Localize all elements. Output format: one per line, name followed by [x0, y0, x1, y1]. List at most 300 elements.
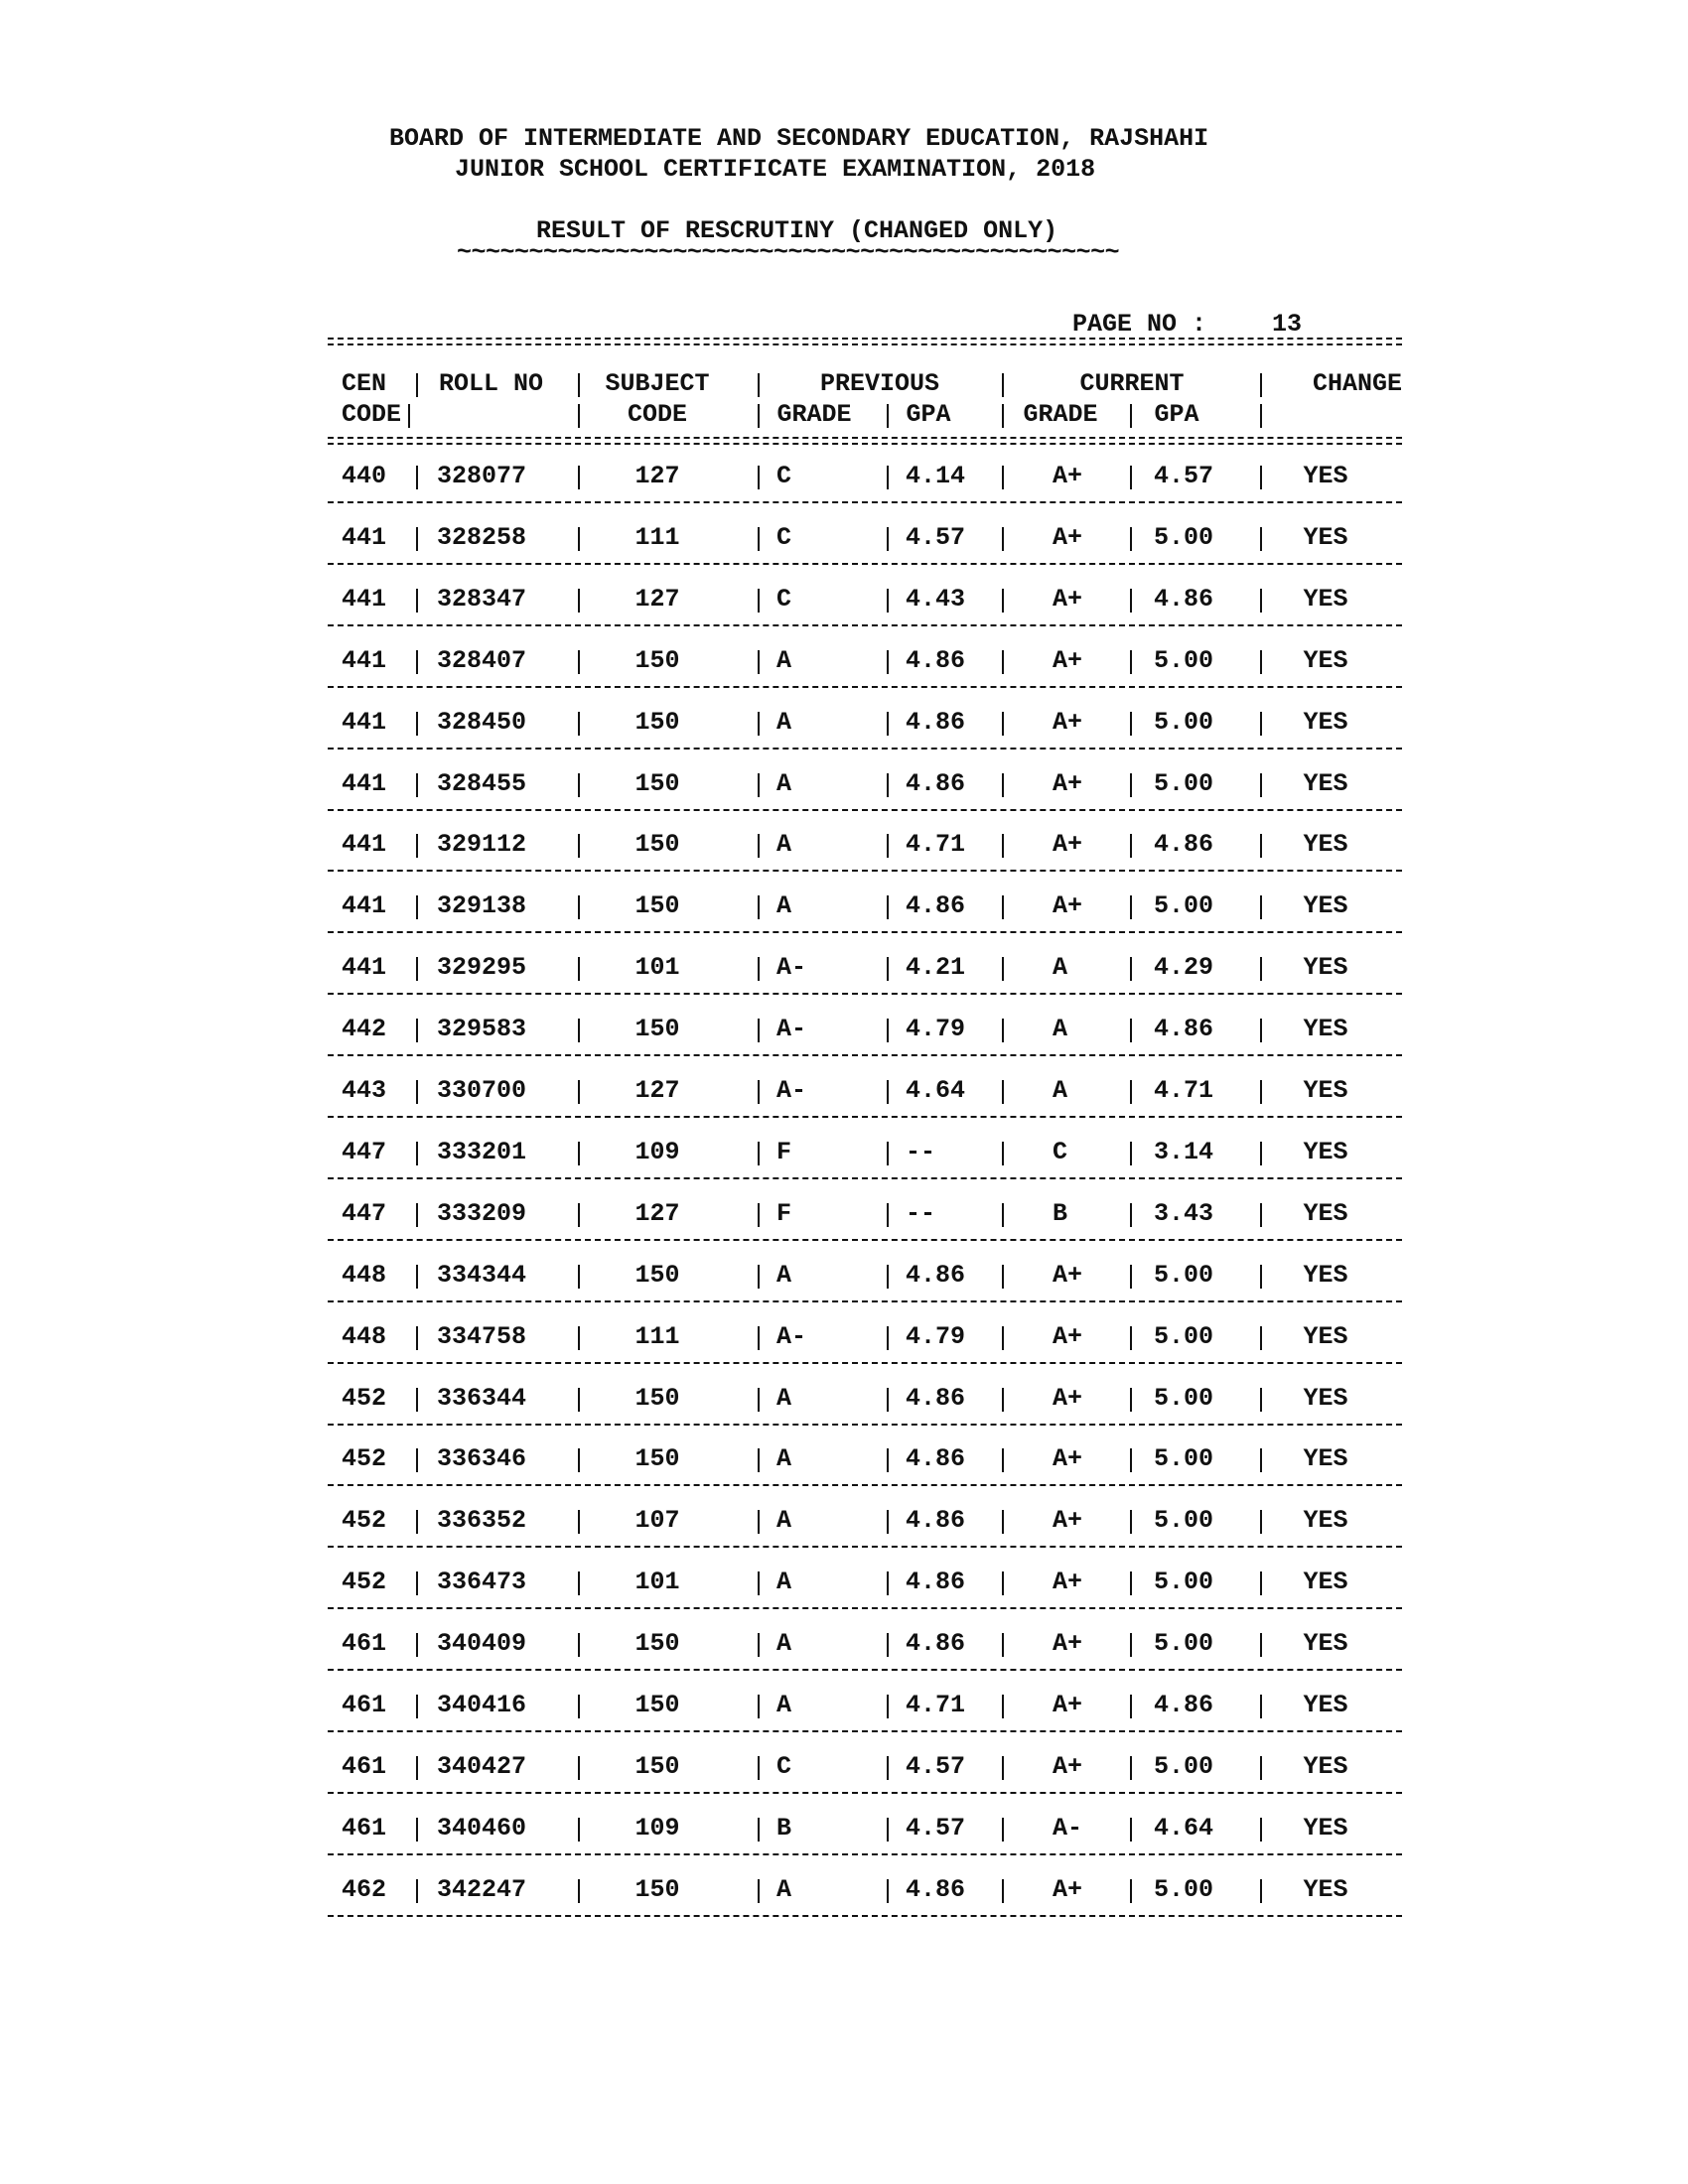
column-separator — [758, 1633, 760, 1657]
row-divider — [328, 624, 1402, 626]
cell-subject-code: 101 — [634, 1568, 680, 1597]
cell-prev-gpa: 4.57 — [906, 1751, 966, 1781]
column-separator — [1260, 1142, 1262, 1165]
col-header-cen-code: CODE — [342, 400, 402, 429]
cell-cur-grade: A+ — [1053, 891, 1083, 921]
cell-prev-grade: A — [776, 1691, 792, 1719]
cell-cen-code: 441 — [342, 891, 387, 921]
column-separator — [758, 1265, 760, 1289]
cell-roll-no: 340416 — [437, 1691, 527, 1719]
cell-change: YES — [1303, 1015, 1348, 1044]
row-divider — [328, 1054, 1402, 1056]
column-separator — [416, 650, 418, 674]
cell-cur-gpa: 4.71 — [1154, 1076, 1214, 1105]
cell-change: YES — [1303, 645, 1348, 675]
column-separator — [578, 1142, 580, 1165]
cell-prev-gpa: 4.43 — [906, 584, 966, 614]
column-separator — [1002, 957, 1004, 981]
row-divider — [328, 1669, 1402, 1671]
cell-cur-gpa: 4.86 — [1154, 830, 1214, 860]
column-separator — [1002, 1019, 1004, 1042]
cell-cen-code: 448 — [342, 1321, 387, 1351]
cell-change: YES — [1303, 891, 1348, 921]
column-separator — [1002, 895, 1004, 919]
column-separator — [1260, 712, 1262, 736]
col-header-cen: CEN — [342, 369, 387, 398]
column-separator — [1130, 1265, 1132, 1289]
column-separator — [1002, 712, 1004, 736]
col-header-change: CHANGE — [1312, 369, 1402, 398]
cell-roll-no: 328077 — [437, 462, 527, 490]
column-separator — [887, 650, 889, 674]
row-divider — [328, 1362, 1402, 1364]
column-separator — [1002, 1265, 1004, 1289]
column-separator — [887, 1326, 889, 1350]
column-separator — [416, 1633, 418, 1657]
column-separator — [1002, 1756, 1004, 1780]
cell-cur-gpa: 5.00 — [1154, 768, 1214, 798]
column-separator — [758, 1326, 760, 1350]
cell-cen-code: 448 — [342, 1260, 387, 1290]
cell-change: YES — [1303, 1568, 1348, 1597]
cell-roll-no: 328407 — [437, 645, 527, 675]
column-separator — [1260, 1326, 1262, 1350]
column-separator — [416, 957, 418, 981]
column-separator — [416, 834, 418, 858]
column-separator — [1002, 1695, 1004, 1718]
cell-cen-code: 447 — [342, 1198, 387, 1228]
column-separator — [578, 1571, 580, 1595]
cell-roll-no: 329583 — [437, 1015, 527, 1044]
cell-cen-code: 447 — [342, 1137, 387, 1166]
cell-prev-grade: A — [776, 645, 792, 675]
header-separator — [408, 404, 410, 428]
cell-subject-code: 150 — [634, 1629, 680, 1659]
cell-cur-grade: A+ — [1053, 1751, 1083, 1781]
column-separator — [1130, 1571, 1132, 1595]
cell-cur-gpa: 5.00 — [1154, 1321, 1214, 1351]
cell-cen-code: 441 — [342, 830, 387, 860]
cell-cur-gpa: 4.86 — [1154, 1691, 1214, 1719]
cell-cen-code: 452 — [342, 1383, 387, 1413]
cell-roll-no: 336352 — [437, 1506, 527, 1536]
cell-prev-gpa: 4.86 — [906, 1260, 966, 1290]
column-separator — [578, 1510, 580, 1534]
column-separator — [758, 589, 760, 613]
column-separator — [416, 1019, 418, 1042]
column-separator — [578, 1203, 580, 1227]
cell-prev-grade: A- — [776, 953, 807, 983]
column-separator — [1260, 1756, 1262, 1780]
column-separator — [1130, 895, 1132, 919]
cell-prev-gpa: -- — [906, 1137, 936, 1166]
cell-subject-code: 150 — [634, 645, 680, 675]
cell-subject-code: 150 — [634, 707, 680, 737]
cell-change: YES — [1303, 1629, 1348, 1659]
column-separator — [578, 1265, 580, 1289]
cell-subject-code: 109 — [634, 1813, 680, 1843]
cell-cur-grade: C — [1053, 1137, 1068, 1166]
cell-prev-grade: A — [776, 891, 792, 921]
col-header-subject-code: CODE — [627, 400, 687, 429]
column-separator — [1002, 466, 1004, 489]
column-separator — [758, 1571, 760, 1595]
cell-subject-code: 127 — [634, 462, 680, 490]
header-separator — [758, 404, 760, 428]
column-separator — [1130, 834, 1132, 858]
column-separator — [578, 1019, 580, 1042]
cell-subject-code: 127 — [634, 1076, 680, 1105]
column-separator — [887, 773, 889, 797]
column-separator — [416, 589, 418, 613]
cell-cur-gpa: 4.86 — [1154, 1015, 1214, 1044]
board-title: BOARD OF INTERMEDIATE AND SECONDARY EDUCATION, RAJSHAHI — [389, 124, 1209, 153]
cell-cur-gpa: 4.64 — [1154, 1813, 1214, 1843]
cell-roll-no: 333209 — [437, 1198, 527, 1228]
cell-prev-grade: A — [776, 1383, 792, 1413]
cell-change: YES — [1303, 707, 1348, 737]
cell-prev-gpa: 4.21 — [906, 953, 966, 983]
cell-prev-gpa: 4.86 — [906, 891, 966, 921]
column-separator — [416, 1695, 418, 1718]
column-separator — [1260, 1388, 1262, 1412]
cell-change: YES — [1303, 1076, 1348, 1105]
cell-prev-gpa: 4.71 — [906, 1691, 966, 1719]
cell-change: YES — [1303, 1874, 1348, 1904]
cell-change: YES — [1303, 584, 1348, 614]
cell-subject-code: 150 — [634, 1383, 680, 1413]
column-separator — [758, 527, 760, 551]
cell-cur-grade: A+ — [1053, 1260, 1083, 1290]
cell-change: YES — [1303, 1260, 1348, 1290]
page-number-value: 13 — [1272, 310, 1303, 339]
column-separator — [578, 1633, 580, 1657]
row-divider — [328, 993, 1402, 995]
cell-prev-grade: C — [776, 584, 792, 614]
column-separator — [416, 712, 418, 736]
cell-cur-grade: A+ — [1053, 522, 1083, 552]
header-top-rule — [328, 338, 1402, 345]
column-separator — [1130, 773, 1132, 797]
column-separator — [1260, 466, 1262, 489]
column-separator — [1002, 527, 1004, 551]
column-separator — [887, 1818, 889, 1842]
column-separator — [1002, 650, 1004, 674]
column-separator — [887, 1695, 889, 1718]
cell-prev-gpa: 4.64 — [906, 1076, 966, 1105]
column-separator — [1260, 589, 1262, 613]
column-separator — [887, 1080, 889, 1104]
cell-cur-gpa: 5.00 — [1154, 1506, 1214, 1536]
cell-cen-code: 452 — [342, 1506, 387, 1536]
cell-prev-grade: F — [776, 1198, 792, 1228]
cell-cur-gpa: 5.00 — [1154, 1444, 1214, 1474]
cell-subject-code: 109 — [634, 1137, 680, 1166]
column-separator — [416, 466, 418, 489]
cell-subject-code: 150 — [634, 830, 680, 860]
cell-prev-grade: A — [776, 1629, 792, 1659]
row-divider — [328, 809, 1402, 811]
cell-cen-code: 441 — [342, 707, 387, 737]
row-divider — [328, 1116, 1402, 1118]
header-separator — [416, 373, 418, 397]
column-separator — [1260, 773, 1262, 797]
col-header-current: CURRENT — [1079, 369, 1185, 398]
cell-prev-grade: A — [776, 1506, 792, 1536]
column-separator — [887, 1019, 889, 1042]
column-separator — [758, 1142, 760, 1165]
column-separator — [1260, 1818, 1262, 1842]
column-separator — [758, 466, 760, 489]
header-separator — [1260, 373, 1262, 397]
cell-subject-code: 150 — [634, 1751, 680, 1781]
cell-cen-code: 452 — [342, 1568, 387, 1597]
cell-cur-grade: A+ — [1053, 462, 1083, 490]
column-separator — [1260, 1633, 1262, 1657]
cell-cur-grade: A+ — [1053, 707, 1083, 737]
cell-prev-grade: A — [776, 1568, 792, 1597]
cell-subject-code: 127 — [634, 1198, 680, 1228]
column-separator — [416, 773, 418, 797]
column-separator — [758, 1510, 760, 1534]
column-separator — [887, 1756, 889, 1780]
column-separator — [1002, 1203, 1004, 1227]
cell-subject-code: 150 — [634, 768, 680, 798]
cell-cen-code: 440 — [342, 462, 387, 490]
cell-subject-code: 111 — [634, 522, 680, 552]
cell-cur-grade: A+ — [1053, 1568, 1083, 1597]
column-separator — [758, 1203, 760, 1227]
cell-prev-grade: A — [776, 1444, 792, 1474]
column-separator — [416, 1448, 418, 1472]
column-separator — [758, 1818, 760, 1842]
row-divider — [328, 1730, 1402, 1732]
column-separator — [887, 1510, 889, 1534]
column-separator — [578, 712, 580, 736]
cell-change: YES — [1303, 522, 1348, 552]
column-separator — [1002, 1448, 1004, 1472]
cell-cen-code: 442 — [342, 1015, 387, 1044]
column-separator — [578, 589, 580, 613]
column-separator — [578, 466, 580, 489]
page-number-label: PAGE NO : — [1072, 310, 1207, 339]
column-separator — [887, 1571, 889, 1595]
cell-cur-grade: A — [1053, 1015, 1068, 1044]
column-separator — [416, 895, 418, 919]
header-separator — [1002, 373, 1004, 397]
col-header-roll: ROLL NO — [439, 369, 544, 398]
column-separator — [1002, 1142, 1004, 1165]
cell-subject-code: 150 — [634, 1260, 680, 1290]
cell-cur-gpa: 5.00 — [1154, 707, 1214, 737]
cell-roll-no: 328455 — [437, 768, 527, 798]
cell-prev-grade: A — [776, 1260, 792, 1290]
cell-roll-no: 336346 — [437, 1444, 527, 1474]
column-separator — [1002, 1818, 1004, 1842]
cell-prev-gpa: 4.86 — [906, 768, 966, 798]
cell-subject-code: 150 — [634, 1015, 680, 1044]
column-separator — [1260, 1879, 1262, 1903]
column-separator — [758, 957, 760, 981]
column-separator — [758, 773, 760, 797]
cell-cur-grade: A+ — [1053, 645, 1083, 675]
cell-cur-grade: A+ — [1053, 1874, 1083, 1904]
page-number — [1072, 310, 1302, 339]
cell-prev-gpa: 4.86 — [906, 645, 966, 675]
cell-change: YES — [1303, 1813, 1348, 1843]
cell-cen-code: 452 — [342, 1444, 387, 1474]
column-separator — [1260, 895, 1262, 919]
cell-cen-code: 441 — [342, 768, 387, 798]
cell-prev-grade: A — [776, 830, 792, 860]
cell-roll-no: 330700 — [437, 1076, 527, 1105]
column-separator — [1260, 1265, 1262, 1289]
row-divider — [328, 686, 1402, 688]
cell-prev-grade: A- — [776, 1015, 807, 1044]
column-separator — [416, 1080, 418, 1104]
cell-change: YES — [1303, 462, 1348, 490]
cell-cur-gpa: 4.29 — [1154, 953, 1214, 983]
row-divider — [328, 1607, 1402, 1609]
column-separator — [1260, 1448, 1262, 1472]
column-separator — [416, 1203, 418, 1227]
column-separator — [578, 773, 580, 797]
cell-prev-gpa: 4.86 — [906, 1874, 966, 1904]
title-underline: ~~~~~~~~~~~~~~~~~~~~~~~~~~~~~~~~~~~~~~~~~~~~~~ — [457, 238, 1120, 267]
cell-roll-no: 342247 — [437, 1874, 527, 1904]
column-separator — [1002, 1388, 1004, 1412]
column-separator — [887, 1879, 889, 1903]
column-separator — [1130, 712, 1132, 736]
cell-subject-code: 150 — [634, 1444, 680, 1474]
column-separator — [1130, 1326, 1132, 1350]
cell-roll-no: 336473 — [437, 1568, 527, 1597]
cell-prev-gpa: -- — [906, 1198, 936, 1228]
row-divider — [328, 501, 1402, 503]
cell-cur-grade: A- — [1053, 1813, 1083, 1843]
column-separator — [758, 1695, 760, 1718]
cell-prev-grade: C — [776, 522, 792, 552]
column-separator — [758, 650, 760, 674]
cell-prev-grade: C — [776, 462, 792, 490]
cell-prev-grade: C — [776, 1751, 792, 1781]
row-divider — [328, 1546, 1402, 1548]
cell-prev-grade: A — [776, 1874, 792, 1904]
column-separator — [1130, 1879, 1132, 1903]
column-separator — [1260, 1695, 1262, 1718]
column-separator — [887, 1388, 889, 1412]
cell-prev-grade: A — [776, 707, 792, 737]
column-separator — [578, 1818, 580, 1842]
column-separator — [578, 1388, 580, 1412]
column-separator — [887, 1448, 889, 1472]
result-title: RESULT OF RESCRUTINY (CHANGED ONLY) — [536, 216, 1058, 245]
column-separator — [1130, 1080, 1132, 1104]
column-separator — [758, 1756, 760, 1780]
cell-cur-grade: A+ — [1053, 584, 1083, 614]
cell-change: YES — [1303, 1383, 1348, 1413]
column-separator — [578, 957, 580, 981]
cell-cur-grade: A+ — [1053, 830, 1083, 860]
cell-cur-gpa: 4.86 — [1154, 584, 1214, 614]
row-divider — [328, 1915, 1402, 1917]
column-separator — [1260, 957, 1262, 981]
cell-change: YES — [1303, 1137, 1348, 1166]
header-separator — [887, 404, 889, 428]
column-separator — [1260, 1203, 1262, 1227]
cell-cur-gpa: 4.57 — [1154, 462, 1214, 490]
column-separator — [1130, 466, 1132, 489]
column-separator — [1260, 650, 1262, 674]
cell-subject-code: 150 — [634, 891, 680, 921]
column-separator — [1002, 1633, 1004, 1657]
row-divider — [328, 1239, 1402, 1241]
cell-cen-code: 441 — [342, 522, 387, 552]
cell-roll-no: 329138 — [437, 891, 527, 921]
column-separator — [1130, 1388, 1132, 1412]
row-divider — [328, 1424, 1402, 1426]
column-separator — [758, 1080, 760, 1104]
column-separator — [1002, 773, 1004, 797]
cell-roll-no: 329112 — [437, 830, 527, 860]
column-separator — [758, 834, 760, 858]
cell-cur-grade: A+ — [1053, 1321, 1083, 1351]
cell-cur-gpa: 3.43 — [1154, 1198, 1214, 1228]
cell-prev-gpa: 4.79 — [906, 1015, 966, 1044]
cell-prev-gpa: 4.71 — [906, 830, 966, 860]
cell-roll-no: 340409 — [437, 1629, 527, 1659]
column-separator — [578, 1326, 580, 1350]
cell-cur-grade: A — [1053, 953, 1068, 983]
col-header-previous: PREVIOUS — [819, 369, 940, 398]
row-divider — [328, 748, 1402, 750]
column-separator — [758, 1388, 760, 1412]
cell-change: YES — [1303, 1444, 1348, 1474]
column-separator — [578, 1448, 580, 1472]
column-separator — [578, 527, 580, 551]
header-separator — [1002, 404, 1004, 428]
column-separator — [887, 466, 889, 489]
cell-cur-grade: A+ — [1053, 1383, 1083, 1413]
cell-cur-grade: A+ — [1053, 1691, 1083, 1719]
column-separator — [1130, 957, 1132, 981]
cell-roll-no: 328347 — [437, 584, 527, 614]
cell-cur-gpa: 5.00 — [1154, 1874, 1214, 1904]
cell-cen-code: 443 — [342, 1076, 387, 1105]
column-separator — [758, 712, 760, 736]
cell-roll-no: 340427 — [437, 1751, 527, 1781]
column-separator — [416, 1326, 418, 1350]
column-separator — [887, 527, 889, 551]
column-separator — [1130, 1448, 1132, 1472]
column-separator — [1130, 1142, 1132, 1165]
column-separator — [578, 650, 580, 674]
cell-roll-no: 334758 — [437, 1321, 527, 1351]
cell-cur-gpa: 5.00 — [1154, 891, 1214, 921]
column-separator — [1130, 589, 1132, 613]
column-separator — [1260, 1080, 1262, 1104]
column-separator — [416, 1388, 418, 1412]
cell-prev-grade: F — [776, 1137, 792, 1166]
cell-cur-gpa: 3.14 — [1154, 1137, 1214, 1166]
column-separator — [887, 895, 889, 919]
column-separator — [416, 1756, 418, 1780]
column-separator — [416, 1510, 418, 1534]
cell-cur-gpa: 5.00 — [1154, 1383, 1214, 1413]
column-separator — [416, 1265, 418, 1289]
column-separator — [758, 1448, 760, 1472]
col-header-cur-grade: GRADE — [1023, 400, 1098, 429]
